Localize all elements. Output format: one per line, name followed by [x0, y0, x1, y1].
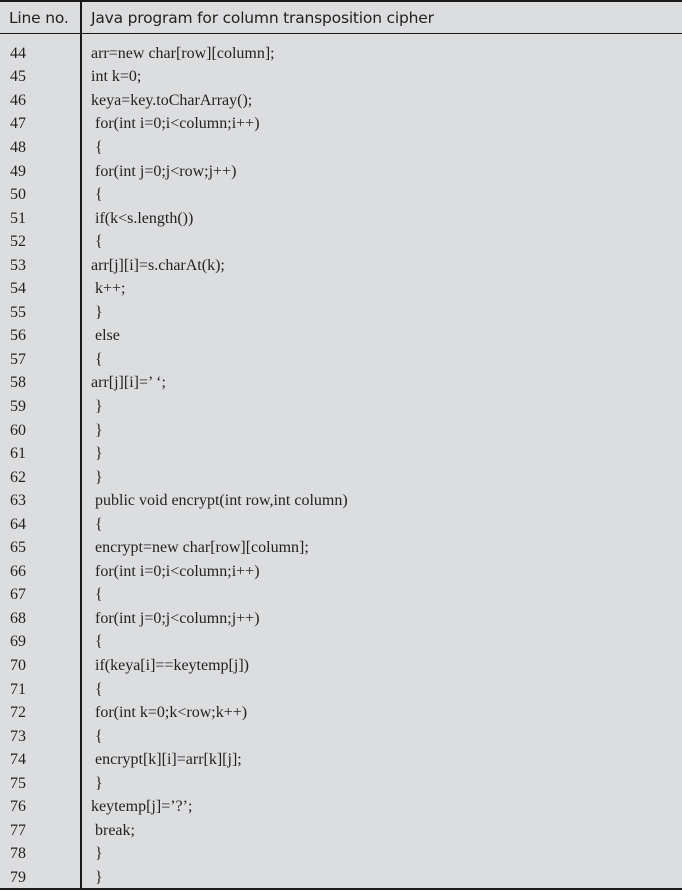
table-row [0, 560, 682, 584]
code-line: { [91, 186, 103, 204]
line-number: 49 [10, 162, 26, 180]
table-row [0, 89, 682, 113]
table-row [0, 796, 682, 820]
code-line: } [91, 868, 103, 886]
table-row [0, 819, 682, 843]
code-line: arr[j][i]=’ ‘; [91, 374, 166, 392]
line-number: 77 [10, 821, 26, 839]
line-number: 71 [10, 680, 26, 698]
line-number: 54 [10, 280, 26, 298]
line-number: 47 [10, 115, 26, 133]
table-row [0, 654, 682, 678]
line-number: 74 [10, 751, 26, 769]
code-line: { [91, 586, 103, 604]
table-row [0, 66, 682, 90]
table-row [0, 631, 682, 655]
code-line: encrypt=new char[row][column]; [91, 539, 309, 557]
line-number: 51 [10, 209, 26, 227]
table-row [0, 372, 682, 396]
line-number: 62 [10, 468, 26, 486]
line-number: 50 [10, 186, 26, 204]
table-row [0, 230, 682, 254]
code-line: } [91, 445, 103, 463]
code-line: public void encrypt(int row,int column) [91, 492, 348, 510]
code-line: break; [91, 821, 135, 839]
line-number: 68 [10, 609, 26, 627]
table-row [0, 419, 682, 443]
code-line: int k=0; [91, 68, 142, 86]
table-row [0, 301, 682, 325]
header-code: Java program for column transposition cipher [91, 8, 434, 27]
line-number: 56 [10, 327, 26, 345]
table-row [0, 113, 682, 137]
code-line: if(keya[i]==keytemp[j]) [91, 656, 249, 674]
table-body [0, 34, 682, 890]
line-number: 52 [10, 233, 26, 251]
line-number: 57 [10, 350, 26, 368]
table-row [0, 207, 682, 231]
line-number: 46 [10, 91, 26, 109]
code-line: } [91, 421, 103, 439]
table-row [0, 701, 682, 725]
table-row [0, 348, 682, 372]
header-line-no: Line no. [9, 8, 69, 27]
code-line: for(int j=0;j<column;j++) [91, 609, 260, 627]
table-row [0, 489, 682, 513]
line-number: 59 [10, 397, 26, 415]
table-row [0, 772, 682, 796]
table-row [0, 395, 682, 419]
line-number: 75 [10, 774, 26, 792]
table-row [0, 277, 682, 301]
code-line: for(int j=0;j<row;j++) [91, 162, 237, 180]
line-number: 63 [10, 492, 26, 510]
line-number: 73 [10, 727, 26, 745]
line-number: 55 [10, 303, 26, 321]
code-line: keya=key.toCharArray(); [91, 91, 253, 109]
line-number: 61 [10, 445, 26, 463]
line-number: 60 [10, 421, 26, 439]
code-line: k++; [91, 280, 126, 298]
line-number: 48 [10, 138, 26, 156]
code-line: } [91, 303, 103, 321]
table-row [0, 183, 682, 207]
line-number: 44 [10, 44, 26, 62]
table-row [0, 584, 682, 608]
code-line: { [91, 727, 103, 745]
code-line: for(int k=0;k<row;k++) [91, 704, 248, 722]
line-number: 58 [10, 374, 26, 392]
code-line: arr=new char[row][column]; [91, 44, 275, 62]
table-row [0, 254, 682, 278]
code-line: else [91, 327, 120, 345]
table-row [0, 866, 682, 890]
line-number: 66 [10, 562, 26, 580]
table-row [0, 442, 682, 466]
code-line: { [91, 515, 103, 533]
table-row [0, 748, 682, 772]
table-row [0, 678, 682, 702]
code-line: for(int i=0;i<column;i++) [91, 562, 260, 580]
table-row [0, 160, 682, 184]
code-line: { [91, 138, 103, 156]
line-number: 78 [10, 845, 26, 863]
table-row [0, 42, 682, 66]
code-line: } [91, 397, 103, 415]
line-number: 79 [10, 868, 26, 886]
table-row [0, 536, 682, 560]
line-number: 67 [10, 586, 26, 604]
line-number: 64 [10, 515, 26, 533]
table-row [0, 466, 682, 490]
table-row [0, 513, 682, 537]
code-line: if(k<s.length()) [91, 209, 194, 227]
table-row [0, 136, 682, 160]
line-number: 65 [10, 539, 26, 557]
line-number: 45 [10, 68, 26, 86]
line-number: 69 [10, 633, 26, 651]
table-row [0, 607, 682, 631]
line-number: 72 [10, 704, 26, 722]
table-header [0, 2, 682, 34]
code-line: arr[j][i]=s.charAt(k); [91, 256, 225, 274]
code-line: } [91, 468, 103, 486]
code-line: for(int i=0;i<column;i++) [91, 115, 260, 133]
code-line: encrypt[k][i]=arr[k][j]; [91, 751, 242, 769]
code-line: keytemp[j]=’?’; [91, 798, 193, 816]
line-number: 70 [10, 656, 26, 674]
table-row [0, 725, 682, 749]
code-line: } [91, 845, 103, 863]
line-number: 53 [10, 256, 26, 274]
code-line: { [91, 233, 103, 251]
code-line: { [91, 680, 103, 698]
table-row [0, 843, 682, 867]
code-line: { [91, 633, 103, 651]
code-line: } [91, 774, 103, 792]
line-number: 76 [10, 798, 26, 816]
code-line: { [91, 350, 103, 368]
table-row [0, 325, 682, 349]
